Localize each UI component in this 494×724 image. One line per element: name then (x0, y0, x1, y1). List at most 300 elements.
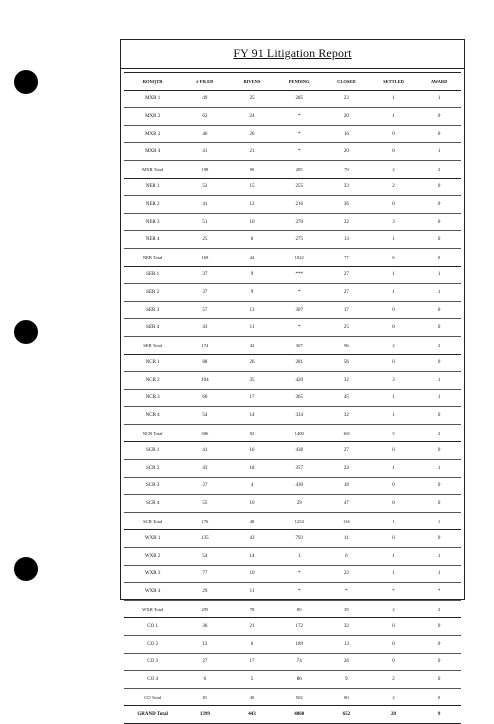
table-cell: 275 (276, 231, 323, 249)
table-cell: NCR Total (124, 424, 181, 442)
region-total-row (124, 160, 461, 178)
table-cell: 45 (323, 389, 370, 407)
table-cell: 27 (323, 284, 370, 302)
table-cell: 20 (228, 125, 275, 143)
table-cell: 306 (181, 424, 228, 442)
table-cell: 41 (181, 442, 228, 460)
table-row (124, 301, 461, 319)
table-cell: SCR 3 (124, 477, 181, 495)
table-cell: NCR 1 (124, 354, 181, 372)
table-cell: * (276, 108, 323, 126)
table-cell: SCR 1 (124, 442, 181, 460)
table-cell: 0 (417, 636, 461, 654)
table-cell: 10 (228, 213, 275, 231)
table-cell: 2 (370, 336, 417, 354)
table-cell: 48 (228, 512, 275, 530)
report-sheet (120, 39, 465, 718)
table-cell: 1 (417, 512, 461, 530)
table-row (124, 460, 461, 478)
title-box (121, 40, 464, 69)
table-cell: 13 (323, 636, 370, 654)
table-cell: 77 (181, 565, 228, 583)
table-cell: 420 (276, 372, 323, 390)
table-cell: SER 3 (124, 301, 181, 319)
table-cell: 10 (228, 495, 275, 513)
table-cell: 74 (276, 653, 323, 671)
table-row (124, 178, 461, 196)
table-cell: 793 (276, 530, 323, 548)
table-row (124, 442, 461, 460)
table-cell: 1 (370, 231, 417, 249)
table-cell: NER 4 (124, 231, 181, 249)
table-cell: 0 (417, 213, 461, 231)
table-cell: 13 (323, 231, 370, 249)
table-cell: 60 (181, 389, 228, 407)
table-row (124, 284, 461, 302)
table-cell: * (276, 284, 323, 302)
table-cell: 0 (370, 143, 417, 161)
table-cell: 216 (276, 196, 323, 214)
column-header-bivens: BIVENS (228, 73, 275, 91)
table-cell: 0 (370, 495, 417, 513)
table-cell: 20 (323, 108, 370, 126)
table-cell: 0 (417, 653, 461, 671)
table-cell: 2 (370, 671, 417, 689)
table-cell: 29 (181, 583, 228, 601)
region-total-row (124, 424, 461, 442)
table-cell: NER 3 (124, 213, 181, 231)
table-cell: 1 (370, 266, 417, 284)
table-cell: 189 (276, 636, 323, 654)
table-cell: 438 (276, 442, 323, 460)
table-cell: 41 (181, 143, 228, 161)
table-cell: 1 (417, 548, 461, 566)
table-cell: 2 (370, 600, 417, 618)
table-cell: WXR 3 (124, 565, 181, 583)
table-cell: 22 (323, 565, 370, 583)
grand-total-row (124, 706, 461, 724)
table-cell: 86 (276, 671, 323, 689)
table-cell: 2 (417, 424, 461, 442)
table-cell: 334 (276, 407, 323, 425)
table-row (124, 125, 461, 143)
table-row (124, 266, 461, 284)
table-cell: 11 (228, 319, 275, 337)
table-cell: 51 (181, 213, 228, 231)
table-cell: 0 (417, 178, 461, 196)
table-cell: 0 (370, 125, 417, 143)
table-cell: 36 (323, 196, 370, 214)
table-cell: 0 (417, 301, 461, 319)
table-cell: 285 (276, 90, 323, 108)
table-cell: 169 (181, 248, 228, 266)
table-cell: SER 1 (124, 266, 181, 284)
table-cell: CO 4 (124, 671, 181, 689)
table-cell: CO 2 (124, 636, 181, 654)
table-cell: * (276, 319, 323, 337)
table-cell: 37 (181, 477, 228, 495)
table-cell: NER Total (124, 248, 181, 266)
report-title: FY 91 Litigation Report (233, 46, 352, 60)
table-cell: MXR 4 (124, 143, 181, 161)
table-cell: 26 (323, 653, 370, 671)
table-cell: 2 (417, 336, 461, 354)
table-cell: CO 3 (124, 653, 181, 671)
table-cell: WXR 4 (124, 583, 181, 601)
table-cell: 43 (228, 530, 275, 548)
table-cell: 17 (228, 389, 275, 407)
table-cell: 6 (228, 231, 275, 249)
table-cell: 1 (370, 407, 417, 425)
table-cell: 1 (276, 548, 323, 566)
table-row (124, 319, 461, 337)
table-cell: 80 (276, 600, 323, 618)
table-row (124, 196, 461, 214)
table-cell: 54 (181, 407, 228, 425)
table-cell: NER 1 (124, 178, 181, 196)
table-row (124, 354, 461, 372)
table-cell: 0 (417, 231, 461, 249)
table-cell: 0 (370, 319, 417, 337)
table-cell: 0 (370, 530, 417, 548)
table-cell: 90 (228, 160, 275, 178)
table-cell: 79 (323, 160, 370, 178)
table-cell: 0 (417, 477, 461, 495)
table-cell: * (276, 125, 323, 143)
table-cell: 24 (323, 460, 370, 478)
table-cell: 174 (181, 336, 228, 354)
table-cell: 78 (228, 600, 275, 618)
table-cell: 0 (417, 618, 461, 636)
table-cell: 21 (228, 143, 275, 161)
table-cell: 0 (417, 319, 461, 337)
table-cell: WXR 1 (124, 530, 181, 548)
table-cell: 0 (417, 196, 461, 214)
table-cell: 0 (417, 248, 461, 266)
table-cell: 13 (228, 301, 275, 319)
table-cell: 17 (228, 653, 275, 671)
table-cell: 14 (228, 548, 275, 566)
table-cell: 0 (417, 108, 461, 126)
table-cell: 27 (181, 653, 228, 671)
binder-hole-bottom (14, 557, 38, 581)
table-cell: NCR 2 (124, 372, 181, 390)
table-row (124, 548, 461, 566)
table-cell: 57 (181, 301, 228, 319)
table-cell: 32 (323, 618, 370, 636)
table-cell: 10 (228, 565, 275, 583)
table-cell: 1 (370, 284, 417, 302)
column-header-closed: CLOSED (323, 73, 370, 91)
table-cell: 47 (323, 495, 370, 513)
table-cell: 56 (323, 354, 370, 372)
region-total-row (124, 248, 461, 266)
table-cell: 81 (181, 688, 228, 706)
table-cell: 1 (370, 90, 417, 108)
region-total-row (124, 512, 461, 530)
table-cell: 43 (181, 319, 228, 337)
table-cell: 29 (276, 495, 323, 513)
table-cell: 2 (417, 160, 461, 178)
table-cell: 43 (181, 460, 228, 478)
table-cell: 16 (228, 442, 275, 460)
table-cell: 172 (276, 618, 323, 636)
table-cell: SER 2 (124, 284, 181, 302)
table-cell: 52 (181, 178, 228, 196)
table-row (124, 477, 461, 495)
table-row (124, 213, 461, 231)
region-total-row (124, 336, 461, 354)
table-cell: 44 (228, 248, 275, 266)
table-cell: 2 (417, 600, 461, 618)
column-header-settled: SETTLED (370, 73, 417, 91)
table-cell: 0 (370, 301, 417, 319)
table-cell: NCR 4 (124, 407, 181, 425)
table-cell: 307 (276, 301, 323, 319)
table-row (124, 495, 461, 513)
table-cell: 20 (370, 706, 417, 724)
table-cell: 281 (276, 354, 323, 372)
table-cell: 18 (323, 477, 370, 495)
table-cell: 285 (276, 160, 323, 178)
table-row (124, 372, 461, 390)
table-row (124, 90, 461, 108)
table-cell: MXR 1 (124, 90, 181, 108)
table-cell: 11 (228, 583, 275, 601)
table-row (124, 565, 461, 583)
table-cell: 104 (181, 372, 228, 390)
table-row (124, 653, 461, 671)
table-cell: 1399 (181, 706, 228, 724)
column-header-ronqtr: RONQTR (124, 73, 181, 91)
table-cell: 25 (228, 90, 275, 108)
table-cell: 295 (181, 600, 228, 618)
table-cell: 9 (228, 266, 275, 284)
table-cell: NCR 3 (124, 389, 181, 407)
table-cell: WXR Total (124, 600, 181, 618)
table-cell: 1 (417, 143, 461, 161)
table-cell: GRAND Total (124, 706, 181, 724)
table-cell: * (276, 583, 323, 601)
table-cell: 37 (181, 284, 228, 302)
table-cell: 62 (181, 108, 228, 126)
table-cell: * (370, 583, 417, 601)
table-cell: 36 (181, 618, 228, 636)
table-cell: 9 (417, 706, 461, 724)
table-cell: * (323, 583, 370, 601)
table-cell: 0 (417, 407, 461, 425)
column-header-pending: PENDING (276, 73, 323, 91)
table-cell: * (276, 565, 323, 583)
table-cell: 24 (228, 108, 275, 126)
table-cell: 6 (181, 671, 228, 689)
table-cell: 55 (181, 495, 228, 513)
table-cell: 20 (323, 143, 370, 161)
table-cell: MXR 2 (124, 108, 181, 126)
table-header-row (124, 73, 461, 91)
region-total-row (124, 688, 461, 706)
table-cell: 2 (370, 160, 417, 178)
table-cell: 2 (370, 688, 417, 706)
table-cell: 198 (181, 160, 228, 178)
column-header-award: AWARD (417, 73, 461, 91)
table-cell: MXR 3 (124, 125, 181, 143)
table-cell: SER Total (124, 336, 181, 354)
table-cell: 1 (370, 512, 417, 530)
table-cell: 2 (370, 178, 417, 196)
table-cell: * (417, 583, 461, 601)
table-cell: 42 (228, 336, 275, 354)
table-cell: 0 (417, 354, 461, 372)
table-cell: 0 (417, 495, 461, 513)
table-row (124, 108, 461, 126)
table-cell: 1254 (276, 512, 323, 530)
table-cell: NER 2 (124, 196, 181, 214)
table-cell: 365 (276, 389, 323, 407)
table-cell: 0 (370, 618, 417, 636)
table-cell: 1 (417, 266, 461, 284)
table-cell: 1022 (276, 248, 323, 266)
table-cell: 1 (417, 565, 461, 583)
table-cell: 307 (276, 336, 323, 354)
table-cell: MXR Total (124, 160, 181, 178)
table-cell: 165 (323, 424, 370, 442)
table-cell: 35 (228, 372, 275, 390)
table-row (124, 530, 461, 548)
table-cell: SCR Total (124, 512, 181, 530)
table-cell: 0 (370, 653, 417, 671)
table-cell: 32 (323, 372, 370, 390)
table-cell: 17 (323, 301, 370, 319)
table-cell: 11 (323, 530, 370, 548)
table-cell: 6 (323, 548, 370, 566)
table-cell: 1 (417, 460, 461, 478)
table-cell: 25 (181, 231, 228, 249)
table-cell: 1 (370, 565, 417, 583)
table-cell: 5 (228, 671, 275, 689)
table-cell: *** (276, 266, 323, 284)
table-cell: 4 (228, 477, 275, 495)
table-row (124, 636, 461, 654)
table-cell: WXR 2 (124, 548, 181, 566)
table-cell: 3 (370, 372, 417, 390)
table-cell: 116 (323, 512, 370, 530)
table-row (124, 407, 461, 425)
table-cell: 3 (370, 213, 417, 231)
litigation-table (124, 72, 461, 724)
table-cell: 54 (181, 548, 228, 566)
table-cell: 0 (370, 442, 417, 460)
table-cell: 357 (276, 460, 323, 478)
table-cell: 6 (370, 248, 417, 266)
table-cell: 430 (276, 477, 323, 495)
table-cell: 32 (323, 213, 370, 231)
table-cell: 255 (276, 178, 323, 196)
table-cell: 15 (228, 178, 275, 196)
table-cell: SCR 4 (124, 495, 181, 513)
table-cell: 18 (228, 460, 275, 478)
table-cell: 14 (228, 407, 275, 425)
table-cell: 46 (181, 125, 228, 143)
table-cell: 21 (228, 618, 275, 636)
table-cell: 25 (323, 319, 370, 337)
table-cell: 80 (323, 688, 370, 706)
table-cell: 27 (323, 442, 370, 460)
table-cell: 37 (181, 266, 228, 284)
table-cell: 1 (417, 372, 461, 390)
table-cell: 0 (370, 196, 417, 214)
table-cell: 0 (417, 125, 461, 143)
table-cell: 502 (276, 688, 323, 706)
table-cell: 1400 (276, 424, 323, 442)
table-cell: 32 (323, 407, 370, 425)
table-cell: 1 (370, 460, 417, 478)
table-cell: 23 (323, 90, 370, 108)
table-cell: 5 (370, 424, 417, 442)
table-cell: 1 (417, 389, 461, 407)
table-row (124, 143, 461, 161)
table-cell: 0 (370, 636, 417, 654)
table-cell: 443 (228, 706, 275, 724)
table-cell: 39 (323, 600, 370, 618)
table-row (124, 389, 461, 407)
table-cell: 49 (228, 688, 275, 706)
table-cell: 0 (417, 688, 461, 706)
binder-hole-top (14, 70, 38, 94)
table-cell: 77 (323, 248, 370, 266)
table-cell: CO 1 (124, 618, 181, 636)
table-cell: 135 (181, 530, 228, 548)
table-cell: 652 (323, 706, 370, 724)
table-cell: 88 (181, 354, 228, 372)
table-cell: 92 (228, 424, 275, 442)
table-cell: 6 (228, 636, 275, 654)
table-cell: 0 (417, 442, 461, 460)
column-header-filed: # FILED (181, 73, 228, 91)
table-cell: 13 (228, 196, 275, 214)
table-row (124, 618, 461, 636)
table-cell: 176 (181, 512, 228, 530)
table-cell: 12 (181, 636, 228, 654)
table-row (124, 671, 461, 689)
table-cell: 1 (370, 548, 417, 566)
table-cell: * (276, 143, 323, 161)
table-cell: SCR 2 (124, 460, 181, 478)
table-cell: 9 (228, 284, 275, 302)
table-cell: CO Total (124, 688, 181, 706)
table-row (124, 583, 461, 601)
table-cell: 96 (323, 336, 370, 354)
table-cell: 0 (417, 671, 461, 689)
table-cell: 1 (370, 389, 417, 407)
table-cell: 0 (370, 477, 417, 495)
table-cell: 270 (276, 213, 323, 231)
table-cell: 1 (370, 108, 417, 126)
table-cell: 1 (417, 284, 461, 302)
table-cell: 33 (323, 178, 370, 196)
table-cell: 1 (417, 90, 461, 108)
binder-hole-middle (14, 320, 38, 344)
table-body (124, 90, 461, 723)
table-cell: 27 (323, 266, 370, 284)
table-cell: 26 (228, 354, 275, 372)
table-row (124, 231, 461, 249)
table-cell: 0 (417, 530, 461, 548)
region-total-row (124, 600, 461, 618)
table-cell: 4868 (276, 706, 323, 724)
table-cell: 49 (181, 90, 228, 108)
table-cell: SER 4 (124, 319, 181, 337)
